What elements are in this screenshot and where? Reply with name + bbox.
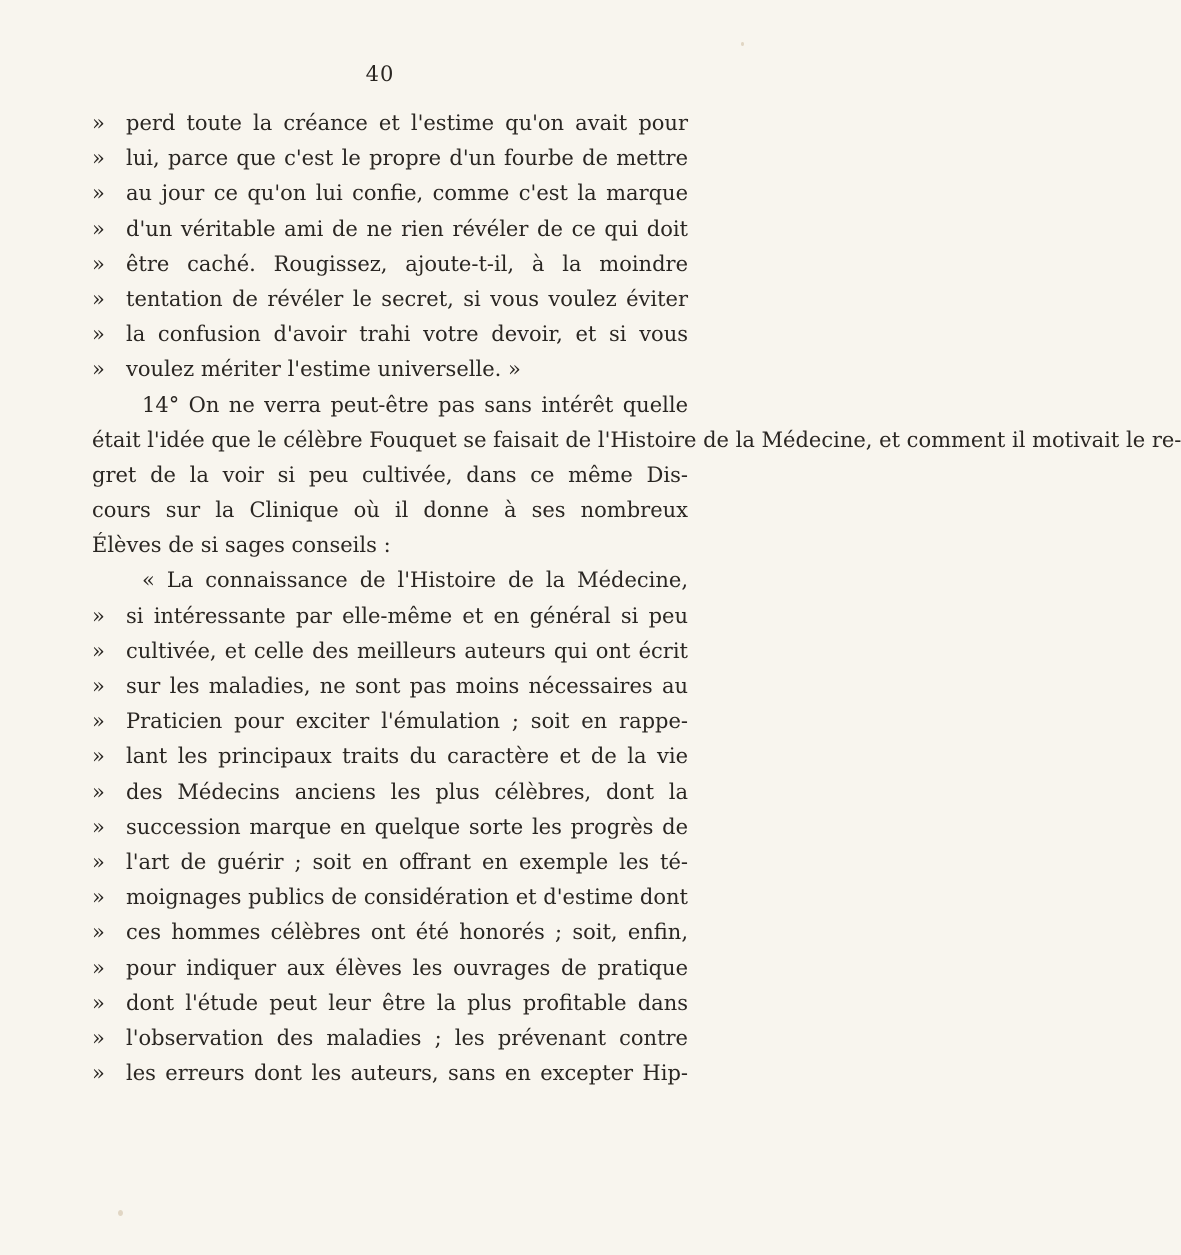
quote-mark: » xyxy=(92,111,105,135)
quote-mark: » xyxy=(92,286,105,311)
text-line xyxy=(92,880,688,915)
text-line xyxy=(92,704,688,739)
quote-mark: » xyxy=(92,674,105,698)
text-line xyxy=(92,915,688,950)
paragraph-indent xyxy=(92,388,142,423)
quote-mark: » xyxy=(92,885,105,910)
quote-mark: » xyxy=(92,1025,105,1050)
text-line xyxy=(92,247,688,282)
quote-mark: » xyxy=(92,744,105,769)
line-text: cours sur la Clinique où il donne à ses nombreux xyxy=(92,498,688,523)
quote-mark: » xyxy=(92,814,105,839)
quote-mark: » xyxy=(92,638,105,663)
line-text: lui, parce que c'est le propre d'un fourbe de mettre xyxy=(126,146,688,171)
line-text: était l'idée que le célèbre Fouquet se faisait de l'Histoire de la Médecine, et comment il motivait le re- xyxy=(92,427,1181,452)
line-text: voulez mériter l'estime universelle. » xyxy=(126,357,521,382)
line-text: si intéressante par elle-même et en général si peu xyxy=(126,603,688,628)
line-text: 14° On ne verra peut-être pas sans intérêt quelle xyxy=(142,392,688,417)
line-text: Praticien pour exciter l'émulation ; soit en rappe- xyxy=(126,709,688,734)
line-text: ces hommes célèbres ont été honorés ; soit, enfin, xyxy=(126,920,688,945)
quote-mark: » xyxy=(92,990,105,1015)
line-text: succession marque en quelque sorte les progrès de xyxy=(126,814,688,839)
quote-mark: » xyxy=(92,709,105,734)
text-line xyxy=(92,1056,688,1091)
line-text: dont l'étude peut leur être la plus profitable dans xyxy=(126,990,688,1015)
text-line xyxy=(92,951,688,986)
quote-mark: » xyxy=(92,849,105,874)
text-line xyxy=(92,1021,688,1056)
line-text: cultivée, et celle des meilleurs auteurs qui ont écrit xyxy=(126,638,688,663)
quote-mark: » xyxy=(92,1061,105,1086)
text-line xyxy=(92,458,688,493)
line-text: tentation de révéler le secret, si vous voulez éviter xyxy=(126,286,688,311)
text-line xyxy=(92,528,688,563)
quote-mark: » xyxy=(92,251,105,276)
text-line xyxy=(92,810,688,845)
text-line xyxy=(92,388,688,423)
line-text: des Médecins anciens les plus célèbres, dont la xyxy=(126,779,688,804)
text-line xyxy=(92,493,688,528)
line-text: être caché. Rougissez, ajoute-t-il, à la moindre xyxy=(126,251,688,276)
quote-mark: » xyxy=(92,216,105,241)
line-text: lant les principaux traits du caractère et de la vie xyxy=(126,744,688,769)
quote-mark: » xyxy=(92,603,105,628)
page-number: 40 xyxy=(365,62,395,86)
line-text: Élèves de si sages conseils : xyxy=(92,533,391,558)
quote-mark: » xyxy=(92,955,105,980)
text-line xyxy=(92,739,688,774)
text-line xyxy=(92,212,688,247)
quote-mark: » xyxy=(92,357,105,382)
paragraph-indent xyxy=(92,563,142,598)
text-line xyxy=(92,317,688,352)
line-text: gret de la voir si peu cultivée, dans ce même Dis- xyxy=(92,462,688,487)
line-text: sur les maladies, ne sont pas moins nécessaires au xyxy=(126,674,688,698)
quote-mark: » xyxy=(92,146,105,171)
quote-mark: » xyxy=(92,181,105,206)
quote-mark: » xyxy=(92,779,105,804)
line-text: pour indiquer aux élèves les ouvrages de pratique xyxy=(126,955,688,980)
line-text: l'art de guérir ; soit en offrant en exemple les té- xyxy=(126,849,688,874)
paper-spot xyxy=(741,42,744,46)
line-text: la confusion d'avoir trahi votre devoir, et si vous xyxy=(126,322,688,347)
line-text: l'observation des maladies ; les prévenant contre xyxy=(126,1025,688,1050)
quote-mark: » xyxy=(92,322,105,347)
text-line xyxy=(92,141,688,176)
body-text xyxy=(92,106,1181,1091)
text-line xyxy=(92,176,688,211)
line-text: perd toute la créance et l'estime qu'on avait pour xyxy=(126,111,688,135)
text-line xyxy=(92,352,688,387)
line-text: « La connaissance de l'Histoire de la Médecine, xyxy=(142,568,688,593)
text-line xyxy=(92,106,688,141)
line-text: moignages publics de considération et d'estime dont xyxy=(126,885,688,910)
text-line xyxy=(92,986,688,1021)
text-line xyxy=(92,282,688,317)
text-line xyxy=(92,423,1181,458)
quote-mark: » xyxy=(92,920,105,945)
paper-spot xyxy=(118,1210,123,1216)
text-line xyxy=(92,634,688,669)
text-line xyxy=(92,775,688,810)
line-text: d'un véritable ami de ne rien révéler de ce qui doit xyxy=(126,216,688,241)
line-text: les erreurs dont les auteurs, sans en excepter Hip- xyxy=(126,1061,688,1086)
text-line xyxy=(92,563,688,598)
text-line xyxy=(92,599,688,634)
line-text: au jour ce qu'on lui confie, comme c'est la marque xyxy=(126,181,688,206)
text-line xyxy=(92,845,688,880)
text-line xyxy=(92,669,688,704)
